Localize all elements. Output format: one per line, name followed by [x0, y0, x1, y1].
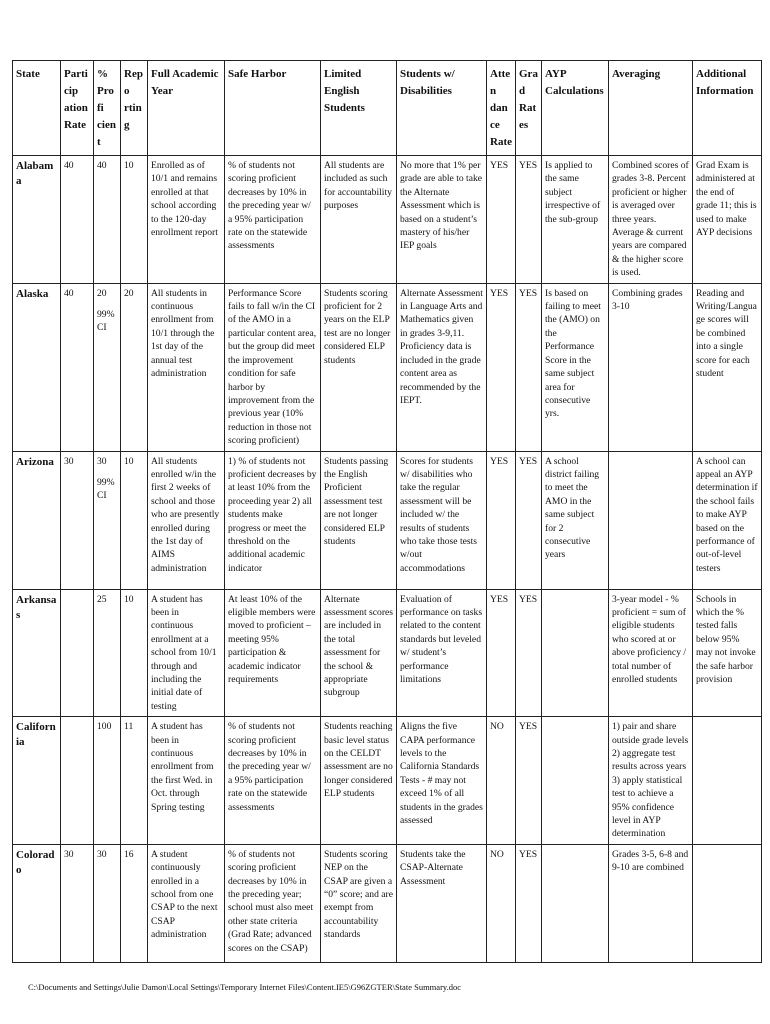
cell-proficient	[94, 283, 121, 451]
header-row	[13, 61, 762, 156]
cell-lep: Alternate assessment scores are included in the total assessment for the school & appropriate subgroup	[321, 589, 397, 717]
cell-grad: YES	[516, 283, 542, 451]
cell-averaging: 3-year model - % proficient = sum of eligible students who scored at or above proficiency / total number of enrolled students	[609, 589, 693, 717]
header-participation: Particip ation Rate	[61, 61, 94, 156]
cell-ayp: Is applied to the same subject irrespective of the sub-group	[542, 156, 609, 284]
cell-attendance: NO	[487, 844, 516, 962]
cell-additional: Grad Exam is administered at the end of grade 11; this is used to make AYP decisions	[693, 156, 762, 284]
header-additional: Additional Information	[693, 61, 762, 156]
cell-participation: 40	[61, 283, 94, 451]
cell-state: Colorado	[13, 844, 61, 962]
cell-state: Arkansas	[13, 589, 61, 717]
cell-reporting: 20	[121, 283, 148, 451]
cell-attendance: YES	[487, 589, 516, 717]
cell-safe-harbor: % of students not scoring proficient decreases by 10% in the preceding year w/ a 95% participation rate on the statewide assessments	[225, 717, 321, 845]
cell-participation	[61, 589, 94, 717]
table-row	[13, 717, 762, 845]
table-row	[13, 451, 762, 589]
cell-proficient	[94, 589, 121, 717]
cell-participation: 30	[61, 451, 94, 589]
cell-safe-harbor: At least 10% of the eligible members were moved to proficient – meeting 95% participation & academic indicator requirements	[225, 589, 321, 717]
cell-full-academic-year: All students enrolled w/in the first 2 weeks of school and those who are presently enrolled during the 1st day of AIMS administration	[148, 451, 225, 589]
state-summary-table	[12, 60, 762, 963]
cell-averaging: Combining grades 3-10	[609, 283, 693, 451]
cell-additional	[693, 844, 762, 962]
cell-full-academic-year: All students in continuous enrollment from 10/1 through the 1st day of the annual test administration	[148, 283, 225, 451]
cell-averaging: 1) pair and share outside grade levels 2) aggregate test results across years 3) apply statistical test to achieve a 95% confidence level in AYP determination	[609, 717, 693, 845]
cell-additional: Schools in which the % tested falls below 95% may not invoke the safe harbor provision	[693, 589, 762, 717]
cell-ayp	[542, 844, 609, 962]
cell-reporting: 16	[121, 844, 148, 962]
cell-lep: Students scoring proficient for 2 years on the ELP test are no longer considered ELP students	[321, 283, 397, 451]
cell-lep: Students reaching basic level status on the CELDT assessment are no longer considered ELP students	[321, 717, 397, 845]
cell-reporting: 10	[121, 156, 148, 284]
table-row	[13, 589, 762, 717]
header-lep: Limited English Students	[321, 61, 397, 156]
cell-ayp	[542, 589, 609, 717]
cell-proficient	[94, 717, 121, 845]
cell-swd: Evaluation of performance on tasks related to the content standards but leveled w/ student’s performance limitations	[397, 589, 487, 717]
cell-averaging: Grades 3-5, 6-8 and 9-10 are combined	[609, 844, 693, 962]
cell-state: Alabama	[13, 156, 61, 284]
proficient-value: 25	[97, 593, 107, 605]
header-reporting: Repo rting	[121, 61, 148, 156]
cell-safe-harbor: Performance Score fails to fall w/in the CI of the AMO in a particular content area, but the group did meet the improvement condition for safe harbor by improvement from the previous year (10% reduction in those not scoring proficient)	[225, 283, 321, 451]
cell-full-academic-year: A student has been in continuous enrollment at a school from 10/1 through and including the initial date of testing	[148, 589, 225, 717]
proficient-value: 20	[97, 287, 107, 299]
cell-grad: YES	[516, 844, 542, 962]
cell-ayp: A school district failing to meet the AMO in the same subject for 2 consecutive years	[542, 451, 609, 589]
cell-state: Arizona	[13, 451, 61, 589]
cell-proficient	[94, 451, 121, 589]
header-averaging: Averaging	[609, 61, 693, 156]
cell-grad: YES	[516, 451, 542, 589]
header-ayp: AYP Calculations	[542, 61, 609, 156]
cell-swd: Scores for students w/ disabilities who take the regular assessment will be included w/ the results of students who take those tests w/out accommodations	[397, 451, 487, 589]
table-row	[13, 283, 762, 451]
header-grad: Grad Rates	[516, 61, 542, 156]
cell-ayp	[542, 717, 609, 845]
cell-participation	[61, 717, 94, 845]
proficient-value: 30	[97, 455, 107, 467]
header-swd: Students w/ Disabilities	[397, 61, 487, 156]
proficient-value: 30	[97, 848, 107, 860]
proficient-note: 99% CI	[97, 476, 115, 502]
table-row	[13, 844, 762, 962]
table-row	[13, 156, 762, 284]
cell-full-academic-year: A student has been in continuous enrollment from the first Wed. in Oct. through Spring testing	[148, 717, 225, 845]
cell-swd: Students take the CSAP-Alternate Assessment	[397, 844, 487, 962]
header-state: State	[13, 61, 61, 156]
cell-reporting: 10	[121, 451, 148, 589]
cell-participation: 30	[61, 844, 94, 962]
cell-lep: Students passing the English Proficient assessment test are not longer considered ELP students	[321, 451, 397, 589]
cell-state: California	[13, 717, 61, 845]
header-full-academic-year: Full Academic Year	[148, 61, 225, 156]
cell-reporting: 10	[121, 589, 148, 717]
proficient-note: 99% CI	[97, 309, 115, 334]
cell-attendance: YES	[487, 283, 516, 451]
cell-proficient	[94, 156, 121, 284]
cell-full-academic-year: Enrolled as of 10/1 and remains enrolled at that school according to the 120-day enrollment report	[148, 156, 225, 284]
cell-safe-harbor: 1) % of students not proficient decreases by at least 10% from the proceeding year 2) all students make progress or meet the threshold on the additional academic indicator	[225, 451, 321, 589]
cell-swd: Alternate Assessment in Language Arts and Mathematics given in grades 3-9,11. Proficiency data is included in the grade content area as recommended by the IEPT.	[397, 283, 487, 451]
cell-swd: Aligns the five CAPA performance levels to the California Standards Tests - # may not exceed 1% of all students in the grades assessed	[397, 717, 487, 845]
cell-grad: YES	[516, 589, 542, 717]
cell-reporting: 11	[121, 717, 148, 845]
file-path-footer: C:\Documents and Settings\Julie Damon\Local Settings\Temporary Internet Files\Content.IE5\G96ZGTER\State Summary.doc	[28, 982, 461, 992]
cell-swd: No more that 1% per grade are able to take the Alternate Assessment which is based on a student’s mastery of his/her IEP goals	[397, 156, 487, 284]
cell-full-academic-year: A student continuously enrolled in a school from one CSAP to the next CSAP administration	[148, 844, 225, 962]
cell-lep: All students are included as such for accountability purposes	[321, 156, 397, 284]
cell-attendance: YES	[487, 156, 516, 284]
cell-grad: YES	[516, 156, 542, 284]
cell-state: Alaska	[13, 283, 61, 451]
cell-attendance: YES	[487, 451, 516, 589]
cell-averaging	[609, 451, 693, 589]
cell-additional: A school can appeal an AYP determination if the school fails to make AYP based on the performance of out-of-level testers	[693, 451, 762, 589]
header-attendance: Atten dance Rate	[487, 61, 516, 156]
cell-additional	[693, 717, 762, 845]
cell-attendance: NO	[487, 717, 516, 845]
header-safe-harbor: Safe Harbor	[225, 61, 321, 156]
cell-lep: Students scoring NEP on the CSAP are given a “0” score; and are exempt from accountability standards	[321, 844, 397, 962]
cell-proficient	[94, 844, 121, 962]
cell-ayp: Is based on failing to meet the (AMO) on the Performance Score in the same subject area for consecutive yrs.	[542, 283, 609, 451]
cell-safe-harbor: % of students not scoring proficient decreases by 10% in the preceding year w/ a 95% participation rate on the statewide assessments	[225, 156, 321, 284]
cell-safe-harbor: % of students not scoring proficient decreases by 10% in the preceding year; school must also meet other state criteria (Grad Rate; advanced scores on the CSAP)	[225, 844, 321, 962]
cell-grad: YES	[516, 717, 542, 845]
proficient-value: 40	[97, 160, 107, 171]
cell-averaging: Combined scores of grades 3-8. Percent proficient or higher is averaged over three years. Average & current years are compared & the higher score is used.	[609, 156, 693, 284]
cell-participation: 40	[61, 156, 94, 284]
proficient-value: 100	[97, 721, 112, 733]
cell-additional: Reading and Writing/Language scores will be combined into a single score for each student	[693, 283, 762, 451]
header-proficient: % Profi cient	[94, 61, 121, 156]
